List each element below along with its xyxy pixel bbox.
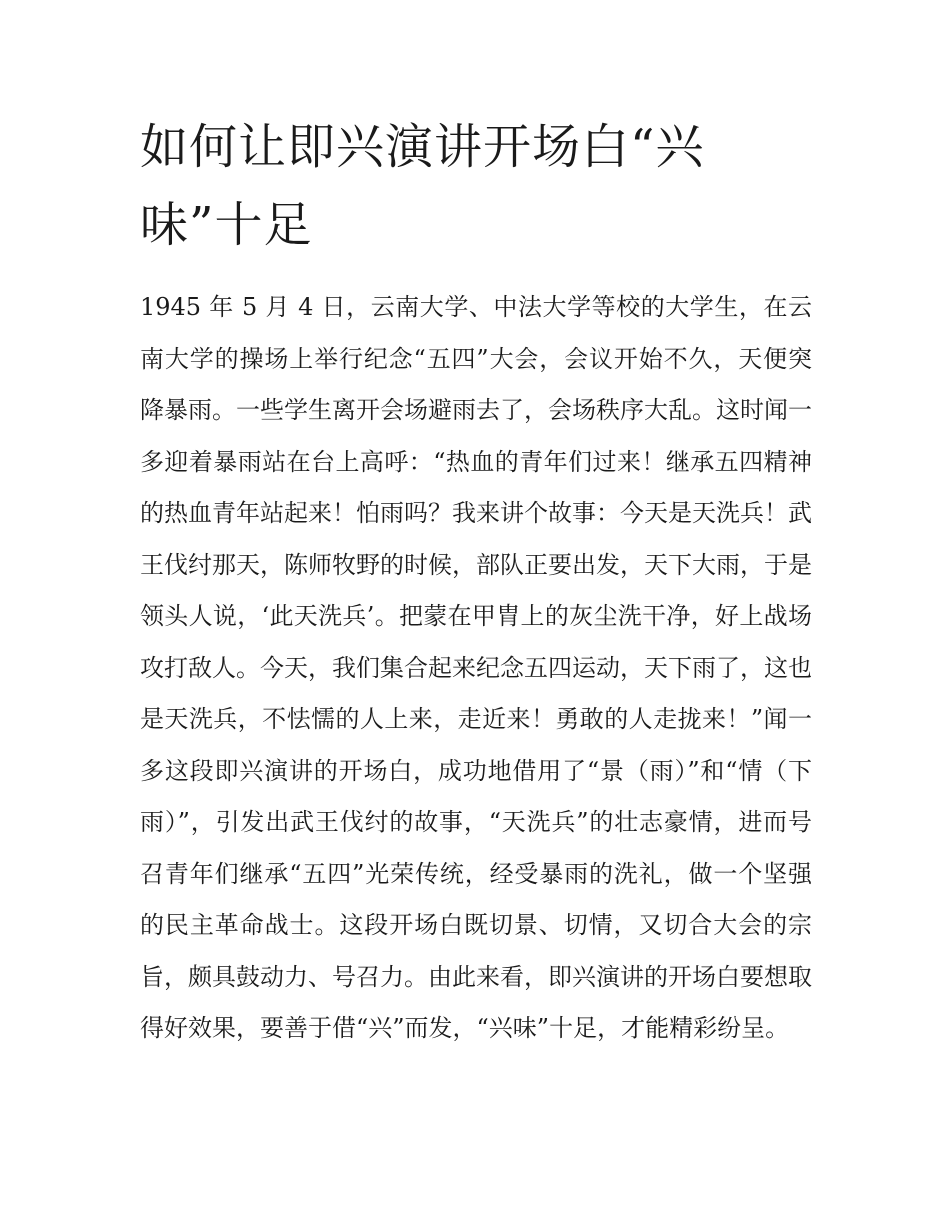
document-title: 如何让即兴演讲开场白“兴味”十足 xyxy=(140,119,705,253)
document-page xyxy=(140,108,812,1055)
body-paragraph: 1945 年 5 月 4 日，云南大学、中法大学等校的大学生，在云南大学的操场上举行纪念“五四”大会，会议开始不久，天便突降暴雨。一些学生离开会场避雨去了，会场秩序大乱。这时闻一多迎着暴雨站在台上高呼：“热血的青年们过来！继承五四精神的热血青年站起来！怕雨吗？我来讲个故事：今天是天洗兵！武王伐纣那天，陈师牧野的时候，部队正要出发，天下大雨，于是领头人说，‘此天洗兵’。把蒙在甲胄上的灰尘洗干净，好上战场攻打敌人。今天，我们集合起来纪念五四运动，天下雨了，这也是天洗兵，不怯懦的人上来，走近来！勇敢的人走拢来！”闻一多这段即兴演讲的开场白，成功地借用了“景（雨）”和“情（下雨）”，引发出武王伐纣的故事，“天洗兵”的壮志豪情，进而号召青年们继承“五四”光荣传统，经受暴雨的洗礼，做一个坚强的民主革命战士。这段开场白既切景、切情，又切合大会的宗旨，颇具鼓动力、号召力。由此来看，即兴演讲的开场白要想取得好效果，要善于借“兴”而发，“兴味”十足，才能精彩纷呈。 xyxy=(140,293,812,1042)
